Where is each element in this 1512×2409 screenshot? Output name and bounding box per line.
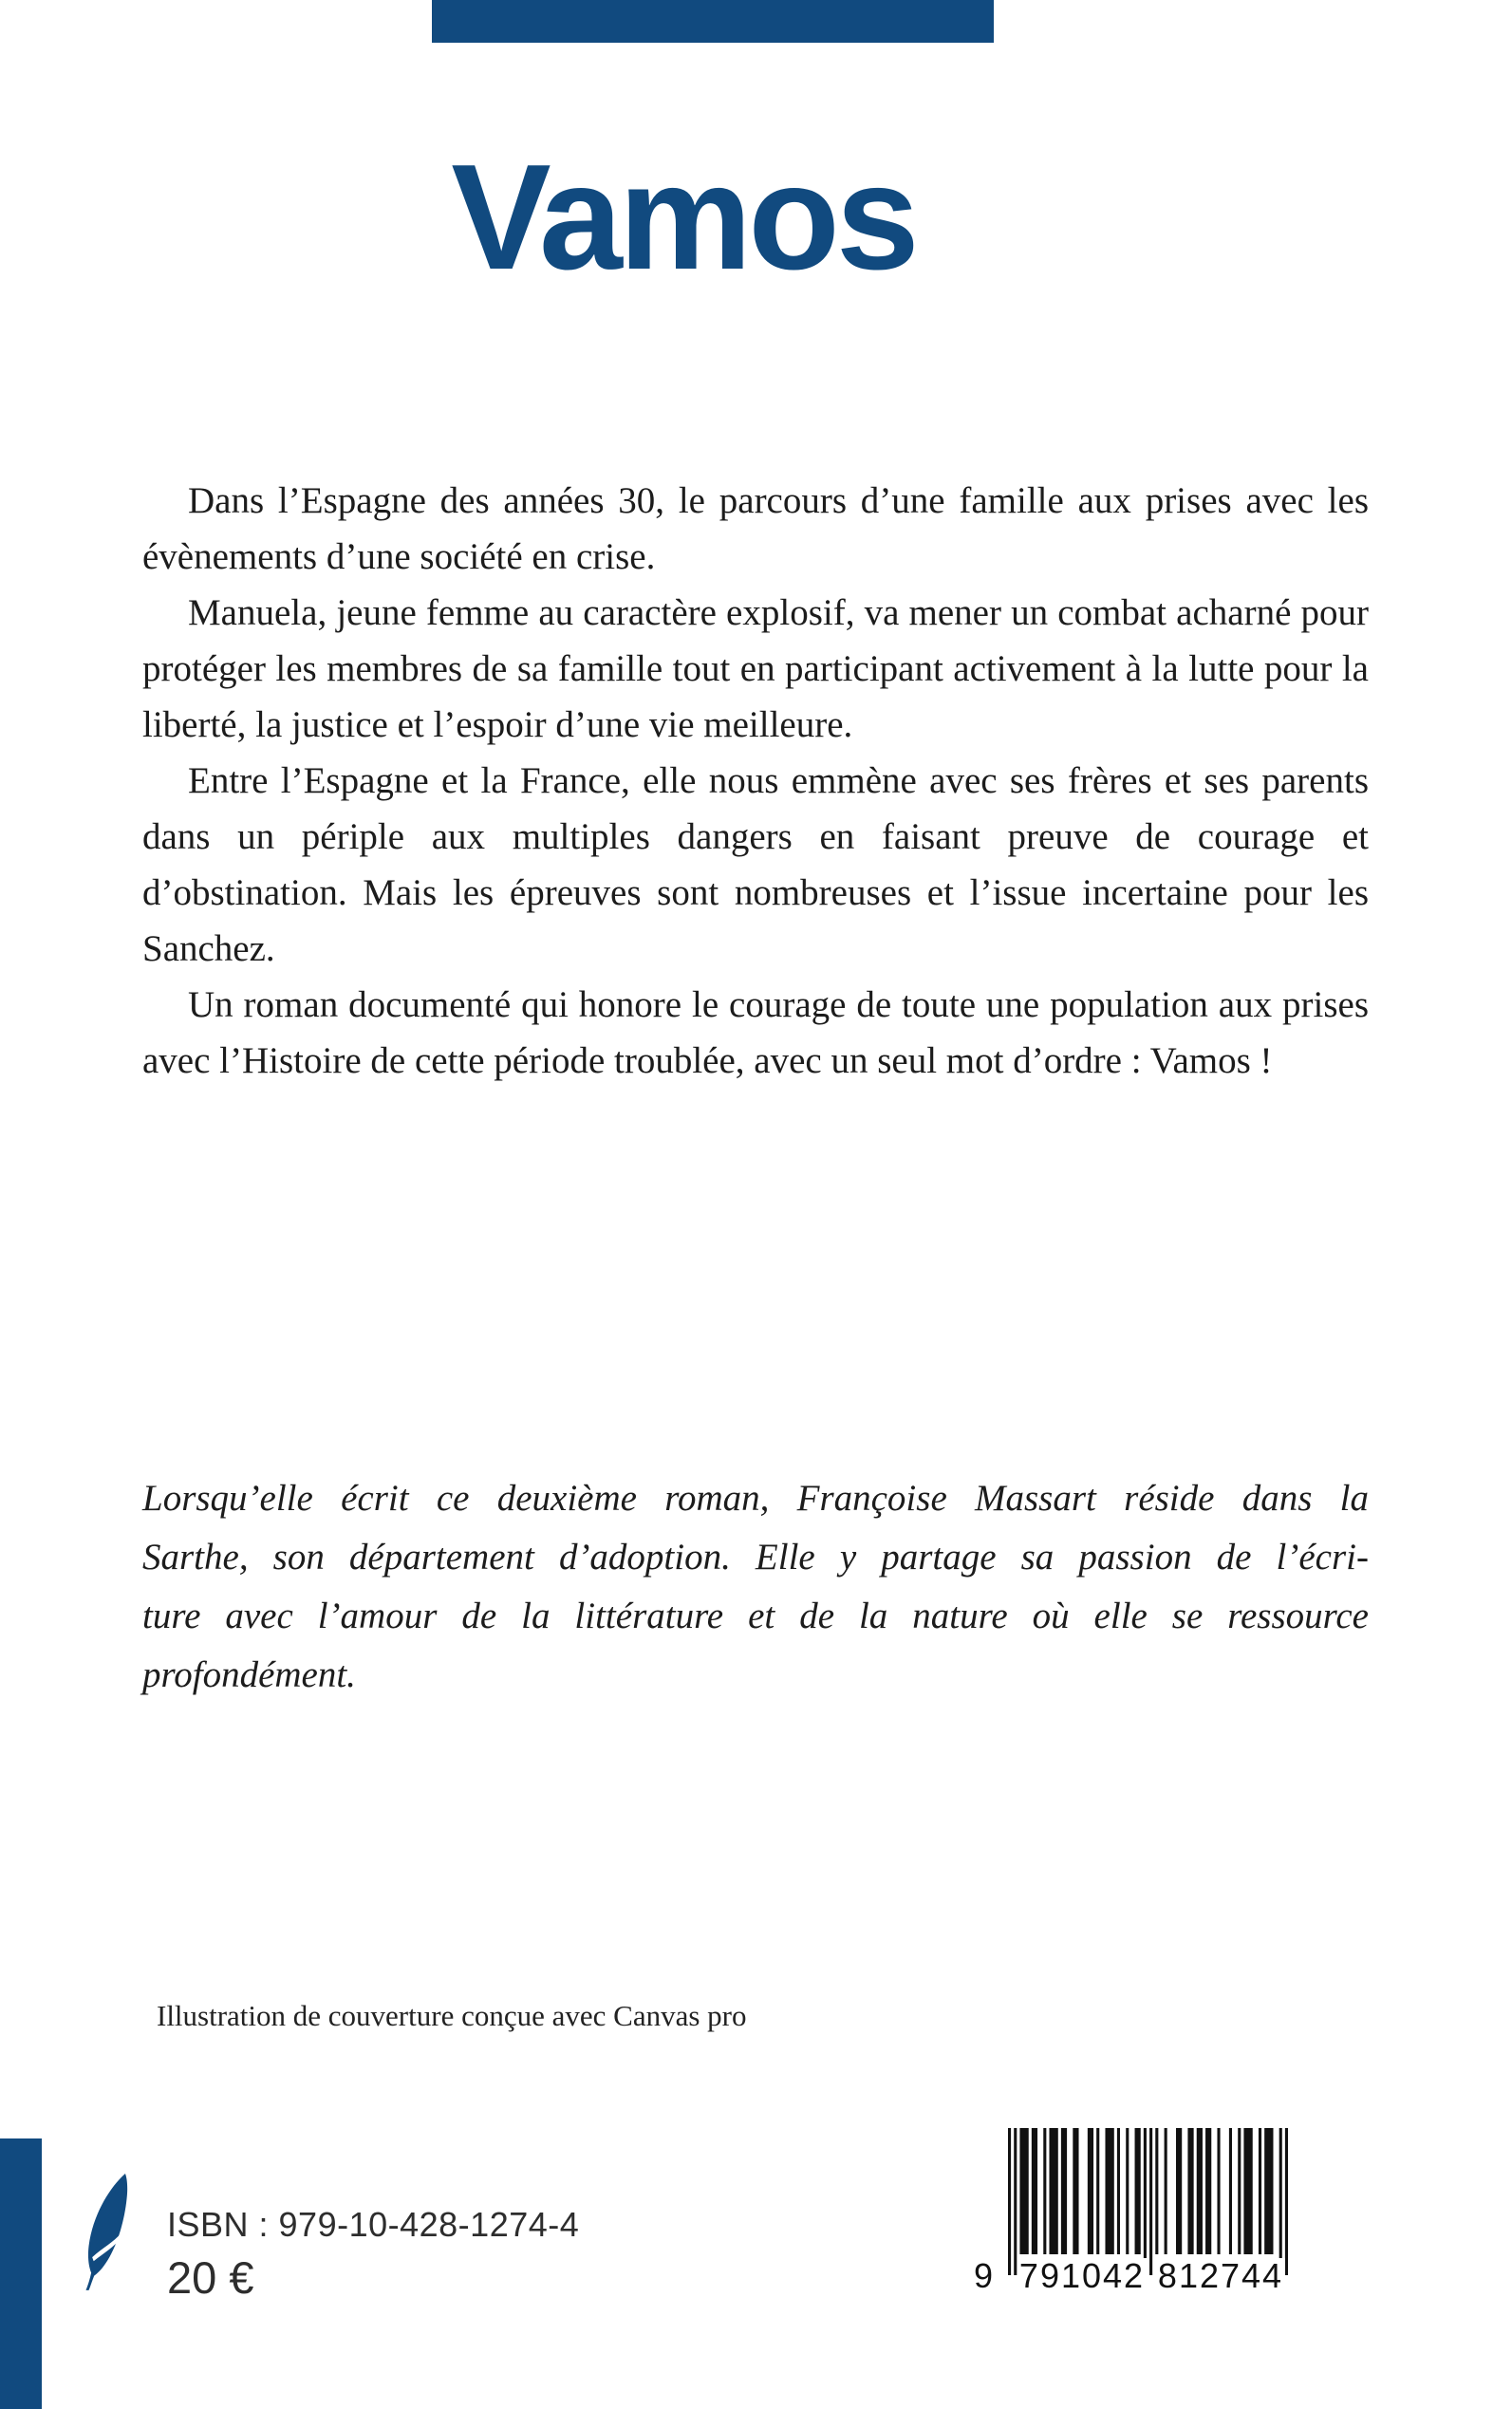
barcode-bar	[1229, 2128, 1232, 2254]
barcode-bar	[1264, 2128, 1273, 2254]
barcode-bar	[1155, 2128, 1158, 2254]
barcode-digit-lead: 9	[953, 2258, 995, 2294]
author-bio-line: ture avec l’amour de la littérature et de la nature où elle se ressource	[142, 1596, 1369, 1636]
barcode-bar	[1243, 2128, 1252, 2254]
barcode-bar	[1238, 2128, 1241, 2254]
synopsis-text	[142, 473, 1369, 1089]
synopsis-paragraph: Un roman documenté qui honore le courage de toute une population aux prises avec l’Histoire de cette période troublée, avec un seul mot d’ordre : Vamos !	[142, 984, 1369, 1081]
barcode-bar	[1073, 2128, 1078, 2254]
barcode-bar	[1176, 2128, 1182, 2254]
barcode-digit-group2: 812744	[1157, 2256, 1284, 2295]
book-title: Vamos	[451, 134, 916, 301]
synopsis-paragraph: Dans l’Espagne des années 30, le parcours d’une famille aux prises avec les évènements d’une société en crise.	[142, 480, 1369, 577]
barcode-bar	[1285, 2128, 1288, 2275]
barcode-bar	[1096, 2128, 1099, 2254]
barcode-bar	[1205, 2128, 1211, 2254]
barcode-bar	[1043, 2128, 1046, 2254]
spine-color-bar-bottom-left	[0, 2138, 42, 2409]
barcode-bar	[1149, 2128, 1152, 2275]
barcode-bar	[1217, 2128, 1220, 2254]
barcode-bar	[1008, 2128, 1011, 2275]
isbn-text: ISBN : 979-10-428-1274-4	[167, 2205, 580, 2244]
author-bio-line: Sarthe, son département d’adoption. Elle y partage sa passion de l’écri-	[142, 1537, 1369, 1578]
barcode-bar	[1014, 2128, 1017, 2275]
synopsis-paragraph: Manuela, jeune femme au caractère explosif, va mener un combat acharné pour protéger les membres de sa famille tout en participant activement à la lutte pour la liberté, la justice et l’espoir d’une vie meilleure.	[142, 592, 1369, 745]
barcode-bar	[1061, 2128, 1067, 2254]
author-bio-line: Lorsqu’elle écrit ce deuxième roman, Françoise Massart réside dans la	[142, 1478, 1369, 1519]
barcode-bar	[1049, 2128, 1057, 2254]
barcode-bar	[1105, 2128, 1113, 2254]
author-bio-line: profondément.	[142, 1654, 356, 1695]
spine-color-bar-top	[432, 0, 994, 43]
barcode-digit-group1: 791042	[1018, 2256, 1146, 2295]
barcode-bar	[1032, 2128, 1037, 2254]
barcode-bar	[1135, 2128, 1141, 2254]
barcode-bar	[1259, 2128, 1261, 2254]
barcode-bars	[1008, 2128, 1288, 2275]
barcode-bar	[1279, 2128, 1282, 2275]
barcode-bar	[1117, 2128, 1120, 2254]
barcode-bar	[1088, 2128, 1093, 2254]
barcode-bar	[1126, 2128, 1129, 2254]
synopsis-paragraph: Entre l’Espagne et la France, elle nous emmène avec ses frères et ses parents dans un périple aux multiples dangers en faisant preuve de courage et d’obstination. Mais les épreuves sont nombreuses et l’issue incertaine pour les Sanchez.	[142, 760, 1369, 969]
barcode-bar	[1144, 2128, 1147, 2275]
barcode-bar	[1187, 2128, 1193, 2254]
barcode-bar	[1165, 2128, 1167, 2254]
author-bio-text	[142, 1469, 1369, 1705]
barcode-bar	[1019, 2128, 1028, 2254]
price-text: 20 €	[167, 2252, 254, 2303]
cover-illustration-credit: Illustration de couverture conçue avec Canvas pro	[157, 1999, 747, 2032]
barcode-bar	[1197, 2128, 1203, 2254]
quill-feather-icon	[80, 2172, 133, 2293]
